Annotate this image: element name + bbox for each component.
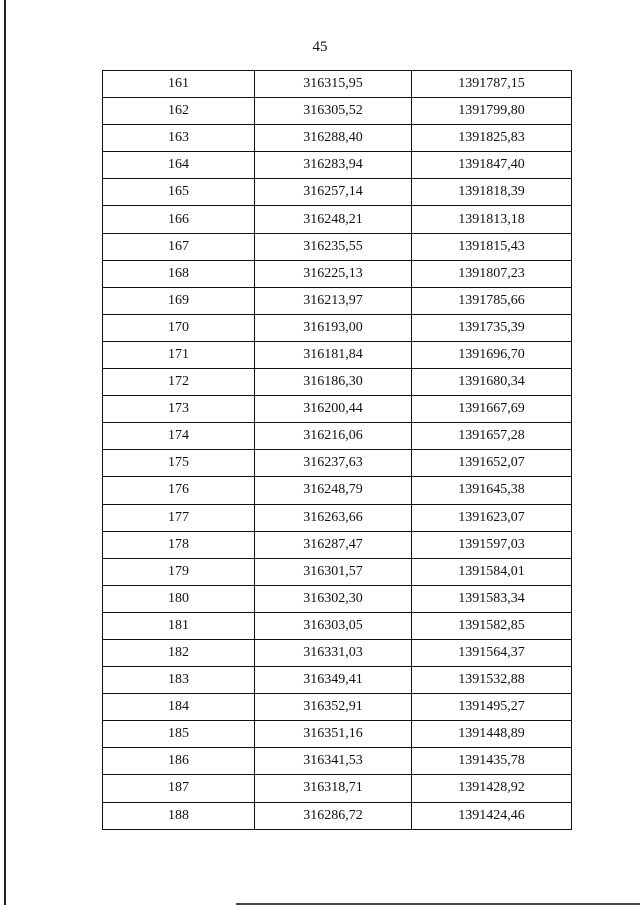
point-number-cell: 171 — [103, 341, 255, 368]
table-row — [103, 775, 572, 802]
point-number-cell: 165 — [103, 179, 255, 206]
x-coordinate-cell: 316237,63 — [255, 450, 412, 477]
point-number-cell: 163 — [103, 125, 255, 152]
x-coordinate-cell: 316303,05 — [255, 612, 412, 639]
y-coordinate-cell: 1391807,23 — [412, 260, 572, 287]
table-row — [103, 206, 572, 233]
point-number-cell: 161 — [103, 71, 255, 98]
y-coordinate-cell: 1391785,66 — [412, 287, 572, 314]
page-number: 45 — [312, 39, 328, 55]
point-number-cell: 180 — [103, 585, 255, 612]
y-coordinate-cell: 1391667,69 — [412, 396, 572, 423]
table-row — [103, 314, 572, 341]
table-row — [103, 585, 572, 612]
coordinates-table — [102, 70, 572, 830]
point-number-cell: 184 — [103, 694, 255, 721]
x-coordinate-cell: 316318,71 — [255, 775, 412, 802]
y-coordinate-cell: 1391424,46 — [412, 802, 572, 829]
y-coordinate-cell: 1391680,34 — [412, 369, 572, 396]
x-coordinate-cell: 316302,30 — [255, 585, 412, 612]
coordinates-table-body — [103, 71, 572, 830]
x-coordinate-cell: 316288,40 — [255, 125, 412, 152]
x-coordinate-cell: 316286,72 — [255, 802, 412, 829]
x-coordinate-cell: 316248,79 — [255, 477, 412, 504]
point-number-cell: 162 — [103, 98, 255, 125]
y-coordinate-cell: 1391495,27 — [412, 694, 572, 721]
table-row — [103, 125, 572, 152]
table-row — [103, 423, 572, 450]
x-coordinate-cell: 316301,57 — [255, 558, 412, 585]
table-row — [103, 152, 572, 179]
table-row — [103, 694, 572, 721]
table-row — [103, 260, 572, 287]
point-number-cell: 178 — [103, 531, 255, 558]
y-coordinate-cell: 1391652,07 — [412, 450, 572, 477]
y-coordinate-cell: 1391532,88 — [412, 667, 572, 694]
table-row — [103, 477, 572, 504]
point-number-cell: 172 — [103, 369, 255, 396]
y-coordinate-cell: 1391428,92 — [412, 775, 572, 802]
point-number-cell: 179 — [103, 558, 255, 585]
table-row — [103, 450, 572, 477]
table-row — [103, 233, 572, 260]
y-coordinate-cell: 1391818,39 — [412, 179, 572, 206]
table-row — [103, 98, 572, 125]
y-coordinate-cell: 1391564,37 — [412, 639, 572, 666]
table-row — [103, 531, 572, 558]
x-coordinate-cell: 316352,91 — [255, 694, 412, 721]
y-coordinate-cell: 1391799,80 — [412, 98, 572, 125]
y-coordinate-cell: 1391583,34 — [412, 585, 572, 612]
x-coordinate-cell: 316263,66 — [255, 504, 412, 531]
table-row — [103, 341, 572, 368]
x-coordinate-cell: 316216,06 — [255, 423, 412, 450]
point-number-cell: 185 — [103, 721, 255, 748]
y-coordinate-cell: 1391645,38 — [412, 477, 572, 504]
point-number-cell: 177 — [103, 504, 255, 531]
point-number-cell: 173 — [103, 396, 255, 423]
x-coordinate-cell: 316341,53 — [255, 748, 412, 775]
x-coordinate-cell: 316193,00 — [255, 314, 412, 341]
y-coordinate-cell: 1391825,83 — [412, 125, 572, 152]
y-coordinate-cell: 1391696,70 — [412, 341, 572, 368]
x-coordinate-cell: 316283,94 — [255, 152, 412, 179]
y-coordinate-cell: 1391623,07 — [412, 504, 572, 531]
x-coordinate-cell: 316315,95 — [255, 71, 412, 98]
point-number-cell: 186 — [103, 748, 255, 775]
y-coordinate-cell: 1391582,85 — [412, 612, 572, 639]
point-number-cell: 169 — [103, 287, 255, 314]
x-coordinate-cell: 316287,47 — [255, 531, 412, 558]
y-coordinate-cell: 1391657,28 — [412, 423, 572, 450]
table-row — [103, 667, 572, 694]
point-number-cell: 187 — [103, 775, 255, 802]
y-coordinate-cell: 1391813,18 — [412, 206, 572, 233]
x-coordinate-cell: 316248,21 — [255, 206, 412, 233]
y-coordinate-cell: 1391448,89 — [412, 721, 572, 748]
x-coordinate-cell: 316186,30 — [255, 369, 412, 396]
table-row — [103, 179, 572, 206]
table-row — [103, 558, 572, 585]
y-coordinate-cell: 1391847,40 — [412, 152, 572, 179]
x-coordinate-cell: 316349,41 — [255, 667, 412, 694]
point-number-cell: 183 — [103, 667, 255, 694]
y-coordinate-cell: 1391787,15 — [412, 71, 572, 98]
table-row — [103, 748, 572, 775]
scan-edge-left — [4, 0, 6, 905]
y-coordinate-cell: 1391435,78 — [412, 748, 572, 775]
x-coordinate-cell: 316213,97 — [255, 287, 412, 314]
point-number-cell: 168 — [103, 260, 255, 287]
point-number-cell: 176 — [103, 477, 255, 504]
x-coordinate-cell: 316225,13 — [255, 260, 412, 287]
point-number-cell: 175 — [103, 450, 255, 477]
x-coordinate-cell: 316305,52 — [255, 98, 412, 125]
x-coordinate-cell: 316181,84 — [255, 341, 412, 368]
point-number-cell: 188 — [103, 802, 255, 829]
point-number-cell: 174 — [103, 423, 255, 450]
point-number-cell: 181 — [103, 612, 255, 639]
point-number-cell: 166 — [103, 206, 255, 233]
point-number-cell: 170 — [103, 314, 255, 341]
table-row — [103, 802, 572, 829]
table-row — [103, 396, 572, 423]
table-row — [103, 721, 572, 748]
point-number-cell: 182 — [103, 639, 255, 666]
y-coordinate-cell: 1391597,03 — [412, 531, 572, 558]
x-coordinate-cell: 316200,44 — [255, 396, 412, 423]
table-row — [103, 504, 572, 531]
point-number-cell: 167 — [103, 233, 255, 260]
y-coordinate-cell: 1391584,01 — [412, 558, 572, 585]
x-coordinate-cell: 316235,55 — [255, 233, 412, 260]
table-row — [103, 612, 572, 639]
table-row — [103, 71, 572, 98]
table-row — [103, 369, 572, 396]
x-coordinate-cell: 316351,16 — [255, 721, 412, 748]
table-row — [103, 287, 572, 314]
table-row — [103, 639, 572, 666]
x-coordinate-cell: 316331,03 — [255, 639, 412, 666]
y-coordinate-cell: 1391735,39 — [412, 314, 572, 341]
x-coordinate-cell: 316257,14 — [255, 179, 412, 206]
y-coordinate-cell: 1391815,43 — [412, 233, 572, 260]
point-number-cell: 164 — [103, 152, 255, 179]
